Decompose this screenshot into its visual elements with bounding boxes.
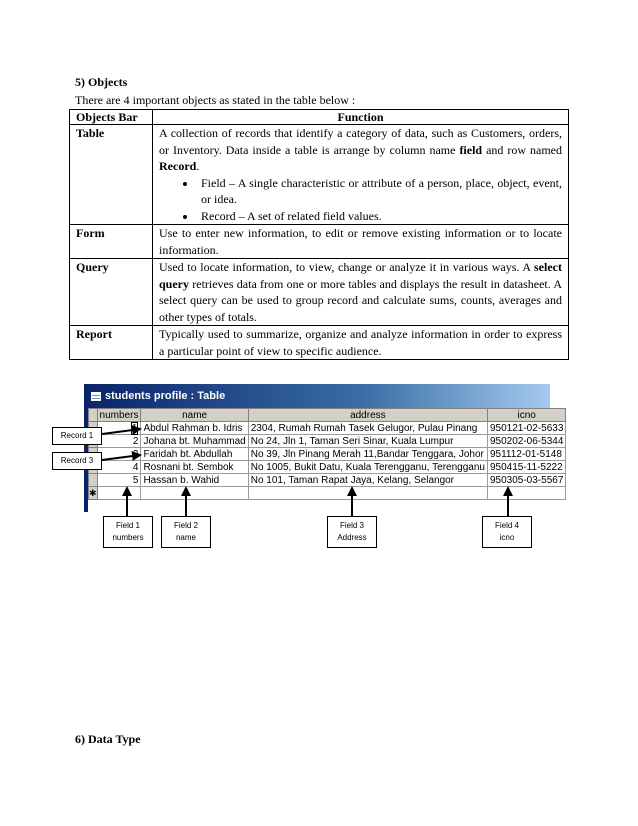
- cell-address[interactable]: No 24, Jln 1, Taman Seri Sinar, Kuala Lumpur: [248, 435, 487, 448]
- cell-address[interactable]: No 101, Taman Rapat Jaya, Kelang, Selangor: [248, 474, 487, 487]
- cell-numbers[interactable]: 4: [97, 461, 141, 474]
- function-text: .: [196, 159, 200, 173]
- object-function: Use to enter new information, to edit or remove existing information or to locate information.: [153, 225, 569, 259]
- callout-field-name: icno: [499, 533, 515, 542]
- cell-icno[interactable]: 951112-01-5148: [487, 448, 565, 461]
- function-text: A collection of records that identify a category of data, such as Customers, orders, or Inventory. Data inside a table is arrange by column name: [159, 126, 562, 157]
- callout-field-3: [327, 516, 377, 548]
- object-name: Form: [70, 225, 153, 259]
- column-header-address[interactable]: address: [248, 409, 487, 422]
- function-bold-term: field: [459, 142, 483, 157]
- intro-text: There are 4 important objects as stated in the table below :: [75, 93, 356, 107]
- cell-name[interactable]: Faridah bt. Abdullah: [141, 448, 248, 461]
- cell-numbers[interactable]: 5: [97, 474, 141, 487]
- cell-numbers-value: 1: [131, 422, 138, 434]
- callout-field-title: Field 4: [494, 521, 519, 530]
- callout-field-2: [161, 516, 211, 548]
- object-name: Table: [70, 125, 153, 225]
- callout-record-1: Record 1: [52, 427, 102, 445]
- function-bold-term: select query: [159, 260, 562, 291]
- cell-name[interactable]: Johana bt. Muhammad: [141, 435, 248, 448]
- callout-field-title: Field 2: [173, 521, 198, 530]
- section-heading-data-type: 6) Data Type: [75, 732, 141, 746]
- new-record-icon[interactable]: ✱: [89, 487, 97, 498]
- column-header-name[interactable]: name: [141, 409, 248, 422]
- cell-icno[interactable]: 950305-03-5567: [487, 474, 565, 487]
- callout-field-name: name: [175, 533, 196, 542]
- cell-icno[interactable]: 950121-02-5633: [487, 422, 565, 435]
- callout-field-name: Address: [337, 533, 367, 542]
- cell-name[interactable]: Rosnani bt. Sembok: [141, 461, 248, 474]
- cell-name[interactable]: Abdul Rahman b. Idris: [141, 422, 248, 435]
- arrow-record-1: [102, 429, 140, 434]
- callout-field-4: [482, 516, 532, 548]
- window-title: students profile : Table: [105, 390, 226, 402]
- object-function: Typically used to summarize, organize and analyze information in order to express a particular point of view to specific audience.: [153, 326, 569, 360]
- cell-numbers[interactable]: 3: [97, 448, 141, 461]
- cell-numbers[interactable]: 2: [97, 435, 141, 448]
- cell-address[interactable]: No 39, Jln Pinang Merah 11,Bandar Tenggara, Johor: [248, 448, 487, 461]
- arrow-record-3: [102, 455, 140, 460]
- header-function: Function: [153, 110, 569, 125]
- cell-name[interactable]: Hassan b. Wahid: [141, 474, 248, 487]
- function-bold-term: Record: [159, 159, 197, 173]
- object-name: Query: [70, 259, 153, 326]
- column-header-numbers[interactable]: numbers: [97, 409, 141, 422]
- cell-address[interactable]: No 1005, Bukit Datu, Kuala Terengganu, Terengganu: [248, 461, 487, 474]
- header-objects-bar: Objects Bar: [70, 110, 153, 125]
- callout-field-1: [103, 516, 153, 548]
- cell-address[interactable]: 2304, Rumah Rumah Tasek Gelugor, Pulau Pinang: [248, 422, 487, 435]
- bullet-item: • Record – A set of related field values.: [197, 208, 562, 225]
- cell-icno[interactable]: 950415-11-5222: [487, 461, 565, 474]
- object-name: Report: [70, 326, 153, 360]
- cell-icno[interactable]: 950202-06-5344: [487, 435, 565, 448]
- function-text: Used to locate information, to view, change or analyze it in various ways. A: [159, 260, 535, 274]
- callout-field-title: Field 3: [339, 521, 364, 530]
- column-header-icno[interactable]: icno: [487, 409, 565, 422]
- bullet-item: • Field – A single characteristic or attribute of a person, place, object, event, or idea.: [197, 175, 562, 208]
- callout-record-3: Record 3: [52, 452, 102, 470]
- callout-field-name: numbers: [112, 533, 144, 542]
- callout-field-title: Field 1: [115, 521, 140, 530]
- function-text: retrieves data from one or more tables and displays the result in datasheet. A select query can be used to group record and calculate sums, counts, averages and other types of totals.: [159, 276, 562, 324]
- section-heading-objects: 5) Objects: [75, 75, 128, 89]
- function-text: and row named: [482, 142, 562, 157]
